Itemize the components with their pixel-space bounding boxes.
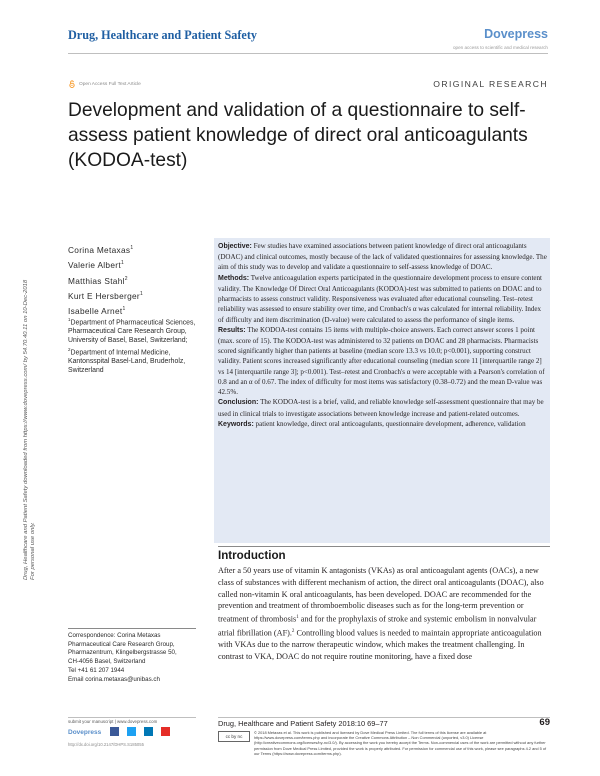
author[interactable]: Matthias Stahl$^2$ <box>68 275 128 286</box>
publisher-tagline: open access to scientific and medical research <box>453 45 548 50</box>
correspondence-email[interactable]: Email corina.metaxas@unibas.ch <box>68 675 160 683</box>
submit-manuscript-link[interactable]: submit your manuscript | www.dovepress.com <box>68 719 158 724</box>
doi-link[interactable]: http://dx.doi.org/10.2147/DHPS.S185055 <box>68 742 144 747</box>
license-text: © 2018 Metaxas et al. This work is published and licensed by Dove Medical Press Limited. The full terms of this license are available at https://www.dovepress.com/terms.php and incorporate the Creative Commons Attribution – Non Commercial (unported, v3.0) License (http://creativecommons.org/licenses/by-nc/3.0/). By accessing the work you hereby accept the Terms. Non-commercial uses of the work are permitted without any further permission from Dove Medical Press Limited, provided the work is properly attributed. For permission for commercial use of this work, please see paragraphs 4.2 and 5 of our Terms (https://www.dovepress.com/terms.php). <box>254 730 547 756</box>
cc-license-badge[interactable]: cc by nc <box>218 731 250 742</box>
footer-publisher-logo[interactable]: Dovepress <box>68 729 102 736</box>
author[interactable]: Valerie Albert$^1$ <box>68 260 125 271</box>
page-number: 69 <box>539 717 550 728</box>
article-type: ORIGINAL RESEARCH <box>433 79 548 89</box>
download-note-line2: For personal use only. <box>30 522 36 580</box>
author-list <box>68 242 188 319</box>
reference-link[interactable]: 2 <box>291 628 295 634</box>
correspondence-divider <box>68 628 196 629</box>
introduction-body: After a 50 years use of vitamin K antagonists (VKAs) as oral anticoagulant agents (OACs), a new class of substances with different mechanism of action, the direct oral anticoagulants (DOAC), also called non-vitamin K oral anticoagulants, has been developed. DOAC are recommended for the prevention and treatment of thromboembolic diseases such as for the long-term prevention or treatment of thrombosis$^1$ and for the prophylaxis of stroke and systemic embolism in nonvalvular atrial fibrillation (AF).$^2$ Controlling blood values is needed to maintain appropriate anticoagulation with VKAs due to the narrow therapeutic window, which makes the treatment challenging. In contrast to VKA, DOAC do not require routine monitoring, have a fixed dose <box>218 566 544 662</box>
open-access-text: Open Access Full Text Article <box>79 81 141 87</box>
open-access-label <box>68 80 141 88</box>
download-note-line1: Drug, Healthcare and Patient Safety downloaded from https://www.dovepress.com/ by 54.70.40.11 on 10-Dec-2018 <box>23 279 29 580</box>
header-divider <box>68 53 548 54</box>
download-watermark <box>22 140 36 580</box>
twitter-icon[interactable] <box>127 727 136 736</box>
reference-link[interactable]: 1 <box>296 615 299 621</box>
social-links <box>110 727 170 736</box>
correspondence-block: Correspondence: Corina Metaxas Pharmaceutical Care Research Group, Pharmazentrum, Klingelbergstrasse 50, CH-4056 Basel, Switzerland Tel +41 61 207 1944 Email corina.metaxas@unibas.ch <box>68 632 208 684</box>
footer-citation: Drug, Healthcare and Patient Safety 2018:10 69–77 <box>218 719 388 728</box>
publisher-logo[interactable]: Dovepress <box>484 27 548 41</box>
article-title: Development and validation of a questionnaire to self-assess patient knowledge of direct oral anticoagulants (KODOA-test) <box>68 100 528 171</box>
footer-divider <box>68 717 196 718</box>
footer-divider <box>218 717 550 718</box>
author[interactable]: Isabelle Arnet$^1$ <box>68 306 126 317</box>
introduction-heading: Introduction <box>218 549 286 562</box>
facebook-icon[interactable] <box>110 727 119 736</box>
open-access-icon <box>68 80 76 88</box>
abstract-text: Objective: Few studies have examined associations between patient knowledge of direct oral anticoagulants (DOAC) and clinical outcomes, mostly because of the lack of validated questionnaires for assessing knowledge. The aim of this study was to develop and validate a questionnaire to self-assess knowledge of DOAC. Methods: Twelve anticoagulation experts participated in the questionnaire development process to ensure content validity. The Knowledge Of Direct Oral Anticoagulants (KODOA)-test was submitted to patients on DOAC and to pharmacists to assess construct validity. Responsiveness was evaluated after educational counseling. Test–retest reliability was assessed to ensure stability over time, and Cronbach's α was calculated for internal reliability. Index of difficulty and item discrimination (D-value) were calculated to assess the performance of single items. Results: The KODOA-test contains 15 items with multiple-choice answers. Each correct answer scores 1 point (max. score of 15). The KODOA-test was administered to 32 patients on DOAC and 28 pharmacists. Pharmacists scored significantly higher than patients at baseline (median score 13.3 vs 10.0; p<0.001), supporting construct validity. Patient scores increased significantly after educational counseling (median score 11 [interquartile range 2] vs 14 [interquartile range 3]; p<0.001). Test–retest and Cronbach's α were acceptable with a Pearson's correlation of 0.8 and an α of 0.67. The index of difficulty for most items was satisfactory (0.38–0.72) and the mean D-value was 42.5%. Conclusion: The KODOA-test is a brief, valid, and reliable knowledge self-assessment questionnaire that may be used in clinical trials to investigate associations between knowledge increase and patient-related outcomes. Keywords: patient knowledge, direct oral anticoagulants, questionnaire development, adherence, validation <box>218 242 547 428</box>
introduction-divider <box>218 546 550 547</box>
affiliations: $^1$Department of Pharmaceutical Sciences, Pharmaceutical Care Research Group, University of Basel, Basel, Switzerland; $^2$Department of Internal Medicine, Kantonsspital Basel-Land, Bruderholz, Switzerland <box>68 317 196 375</box>
journal-title: Drug, Healthcare and Patient Safety <box>68 28 257 42</box>
linkedin-icon[interactable] <box>144 727 153 736</box>
author[interactable]: Kurt E Hersberger$^1$ <box>68 290 144 301</box>
youtube-icon[interactable] <box>161 727 170 736</box>
author[interactable]: Corina Metaxas$^1$ <box>68 244 134 255</box>
